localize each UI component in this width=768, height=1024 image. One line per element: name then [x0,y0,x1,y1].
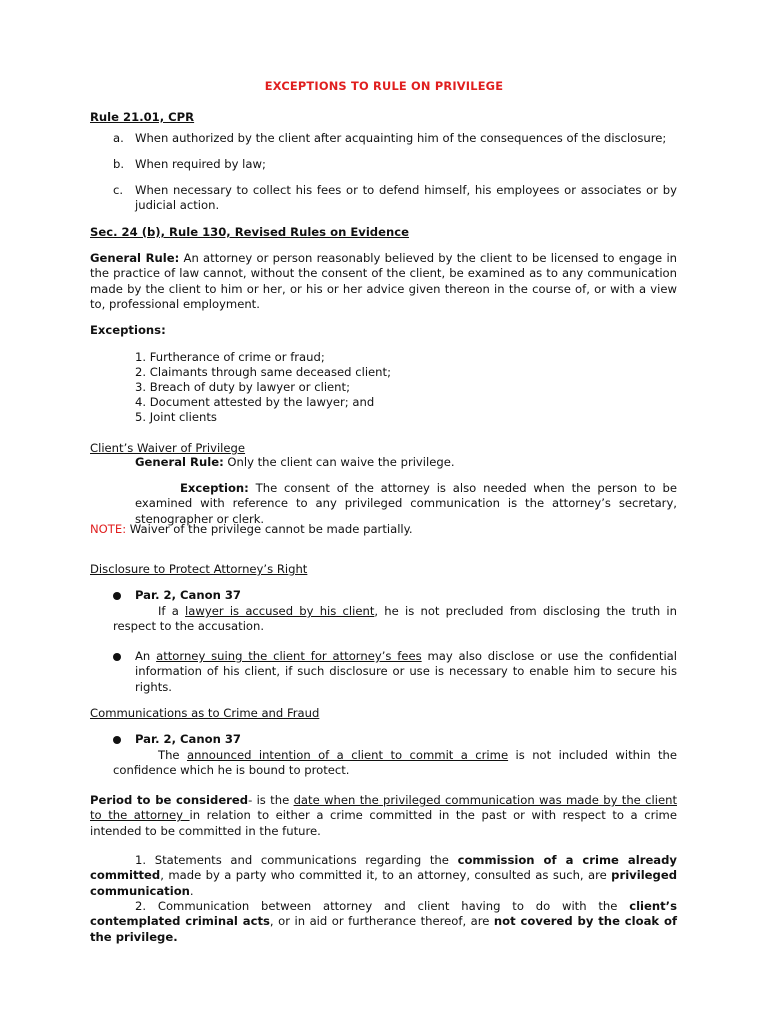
crime-bullet-title: Par. 2, Canon 37 [135,732,241,746]
list-item: 3. Breach of duty by lawyer or client; [135,380,350,394]
list-item: 5. Joint clients [135,410,217,424]
waiver-general-rule: General Rule: Only the client can waive the privilege. [135,455,455,469]
bullet-icon [113,653,121,661]
statement-paragraph-1: 1. Statements and communications regarding the commission of a crime already committed, made by a party who committed it, to an attorney, consulted as such, are privileged communication. [90,853,677,898]
general-rule-paragraph: General Rule: An attorney or person reasonably believed by the client to be licensed to engage in the practice of law cannot, without the consent of the client, be examined as to any communication made by the client to him or her, or his or her advice given thereon in the course of, or with a view to, professional employment. [90,251,678,311]
crime-bullet-text: The announced intention of a client to commit a crime is not included within the confidence which he is bound to protect. [113,748,677,778]
sec-24-heading: Sec. 24 (b), Rule 130, Revised Rules on Evidence [90,225,409,239]
disclosure-bullet-1-title: Par. 2, Canon 37 [135,588,241,602]
disclosure-heading: Disclosure to Protect Attorney’s Right [90,562,308,576]
crime-heading: Communications as to Crime and Fraud [90,706,320,720]
bullet-icon [113,736,121,744]
waiver-exception: Exception: The consent of the attorney is also needed when the person to be examined with reference to any privileged communication is the attorney’s secretary, stenographer or clerk. [135,481,677,526]
waiver-heading: Client’s Waiver of Privilege [90,441,246,455]
list-item: c. When necessary to collect his fees or to defend himself, his employees or associates or by judicial action. [113,183,677,213]
rule-2101-heading: Rule 21.01, CPR [90,110,195,124]
list-item: 1. Furtherance of crime or fraud; [135,350,325,364]
list-item: 4. Document attested by the lawyer; and [135,395,375,409]
statement-paragraph-2: 2. Communication between attorney and client having to do with the client’s contemplated criminal acts, or in aid or furtherance thereof, are not covered by the cloak of the privilege. [90,899,678,944]
disclosure-bullet-1-text: If a lawyer is accused by his client, he is not precluded from disclosing the truth in respect to the accusation. [113,604,677,634]
exceptions-label: Exceptions: [90,323,166,337]
list-item: a. When authorized by the client after acquainting him of the consequences of the disclosure; [113,131,667,145]
waiver-note: NOTE: Waiver of the privilege cannot be made partially. [90,522,413,536]
list-item: b. When required by law; [113,157,266,171]
disclosure-bullet-2-text: An attorney suing the client for attorney’s fees may also disclose or use the confidential information of his client, if such disclosure or use is necessary to enable him to secure his rights. [135,649,678,694]
list-item: 2. Claimants through same deceased client; [135,365,391,379]
page-title: EXCEPTIONS TO RULE ON PRIVILEGE [264,79,504,93]
bullet-icon [113,592,121,600]
period-paragraph: Period to be considered- is the date when the privileged communication was made by the client to the attorney in relation to either a crime committed in the past or with respect to a crime intended to be committed in the future. [90,793,677,838]
